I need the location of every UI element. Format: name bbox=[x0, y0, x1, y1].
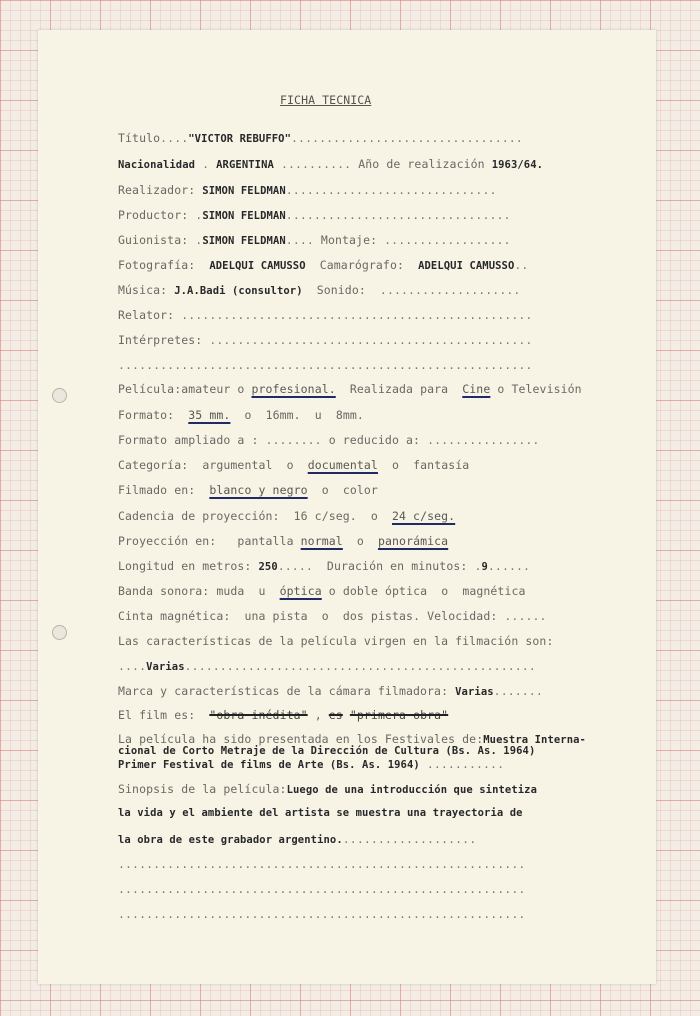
duracion-label: Duración en minutos: bbox=[326, 559, 468, 573]
sonido-label: Sonido: bbox=[316, 283, 366, 297]
festivales-line-3: Primer Festival de films de Arte (Bs. As. 1964) bbox=[118, 759, 420, 771]
marca-value: Varias bbox=[455, 686, 494, 698]
or-word-u: u bbox=[314, 408, 322, 422]
year-label: Año de realización bbox=[358, 157, 485, 171]
festivales-label: La película ha sido presentada en los Festivales de: bbox=[118, 732, 484, 746]
or-word-u: u bbox=[258, 584, 266, 598]
festivales-line-2: cional de Corto Metraje de la Dirección de Cultura (Bs. As. 1964) bbox=[118, 745, 536, 757]
titulo-row: Título...."VICTOR REBUFFO"................................. bbox=[118, 131, 523, 145]
cine-option: Cine bbox=[462, 382, 491, 396]
pelicula-row bbox=[118, 382, 582, 396]
reducido-label: o reducido a: bbox=[328, 433, 421, 447]
categoria-row bbox=[118, 458, 469, 472]
interpretes-label: Intérpretes: bbox=[118, 333, 203, 347]
sinopsis-label: Sinopsis de la película: bbox=[118, 782, 287, 796]
nacionalidad-value: ARGENTINA bbox=[216, 159, 274, 171]
magnetica-option: magnética bbox=[462, 584, 526, 598]
sinopsis-blank-line-2: .......................................................... bbox=[118, 882, 526, 896]
or-word: o bbox=[497, 382, 505, 396]
or-word: o bbox=[370, 509, 378, 523]
musica-value: J.A.Badi (consultor) bbox=[174, 285, 303, 297]
banda-row bbox=[118, 584, 526, 598]
color-option: color bbox=[342, 483, 378, 497]
16-cseg-option: 16 c/seg. bbox=[293, 509, 357, 523]
sinopsis-row bbox=[118, 782, 537, 796]
es-prefix: es bbox=[328, 708, 343, 722]
page-title: FICHA TECNICA bbox=[280, 93, 372, 107]
documental-option: documental bbox=[307, 458, 378, 472]
filmado-label: Filmado en: bbox=[118, 483, 196, 497]
filmado-row bbox=[118, 483, 378, 497]
formato-row bbox=[118, 408, 364, 422]
cadencia-label: Cadencia de proyección: bbox=[118, 509, 280, 523]
marca-row: Marca y características de la cámara filmadora: Varias....... bbox=[118, 684, 543, 698]
festivales-line-3-row: Primer Festival de films de Arte (Bs. As. 1964) ........... bbox=[118, 757, 505, 771]
35mm-option: 35 mm. bbox=[188, 408, 231, 422]
or-word: o bbox=[286, 458, 294, 472]
doble-option: o doble bbox=[328, 584, 378, 598]
caracteristicas-value: Varias bbox=[146, 661, 185, 673]
banda-label: Banda sonora: bbox=[118, 584, 210, 598]
proyeccion-label: Proyección en: bbox=[118, 534, 217, 548]
panoramica-option: panorámica bbox=[377, 534, 449, 548]
guionista-value: SIMON FELDMAN bbox=[202, 235, 286, 247]
sinopsis-line-3: la obra de este grabador argentino. bbox=[118, 834, 343, 846]
or-word: o bbox=[244, 408, 252, 422]
separator-comma: , bbox=[314, 708, 322, 722]
formato-ampliado-label: Formato ampliado a : bbox=[118, 433, 259, 447]
realizador-value: SIMON FELDMAN bbox=[202, 185, 286, 197]
normal-option: normal bbox=[300, 534, 343, 548]
caracteristicas-row bbox=[118, 634, 553, 648]
or-word: o bbox=[356, 534, 364, 548]
guionista-row: Guionista: .SIMON FELDMAN.... Montaje: .................. bbox=[118, 233, 511, 247]
interpretes-row: Intérpretes: .............................................. bbox=[118, 333, 533, 347]
16mm-option: 16mm. bbox=[265, 408, 301, 422]
caracteristicas-value-row: ....Varias.................................................. bbox=[118, 659, 536, 673]
una-pista-option: una pista bbox=[244, 609, 308, 623]
camarografo-value: ADELQUI CAMUSSO bbox=[418, 260, 515, 272]
relator-row: Relator: .................................................. bbox=[118, 308, 533, 322]
24-cseg-option: 24 c/seg. bbox=[391, 509, 456, 523]
categoria-label: Categoría: bbox=[118, 458, 189, 472]
festivales-row bbox=[118, 732, 586, 746]
punch-hole-top bbox=[52, 388, 67, 403]
dos-pistas-option: dos pistas. bbox=[342, 609, 421, 623]
pelicula-label: Película: bbox=[118, 382, 182, 396]
blanco-y-negro-option: blanco y negro bbox=[209, 483, 308, 497]
profesional-option: profesional. bbox=[251, 382, 336, 396]
cadencia-row bbox=[118, 509, 455, 523]
obra-inedita-option: "obra inédita" bbox=[209, 708, 308, 722]
fotografia-value: ADELQUI CAMUSSO bbox=[209, 260, 306, 272]
velocidad-label: Velocidad: bbox=[427, 609, 498, 623]
or-word: o bbox=[392, 458, 400, 472]
muda-option: muda bbox=[216, 584, 245, 598]
titulo-label: Título bbox=[118, 131, 161, 145]
year-value: 1963/64. bbox=[491, 159, 544, 171]
8mm-option: 8mm. bbox=[335, 408, 364, 422]
longitud-value: 250 bbox=[258, 561, 278, 573]
or-word: o bbox=[441, 584, 449, 598]
caracteristicas-label: Las características de la película virgen en la filmación son: bbox=[118, 634, 554, 648]
sinopsis-line-1: Luego de una introducción que sintetiza bbox=[286, 784, 538, 796]
relator-label: Relator: bbox=[118, 308, 175, 322]
titulo-value: "VICTOR REBUFFO" bbox=[188, 133, 292, 145]
camarografo-label: Camarógrafo: bbox=[319, 258, 405, 272]
amateur-option: amateur bbox=[181, 382, 231, 396]
argumental-option: argumental bbox=[202, 458, 273, 472]
festivales-line-1: Muestra Interna- bbox=[483, 734, 586, 746]
guionista-label: Guionista: bbox=[118, 233, 189, 247]
nacionalidad-label: Nacionalidad bbox=[118, 159, 196, 171]
longitud-label: Longitud en metros: bbox=[118, 559, 252, 573]
marca-label: Marca y características de la cámara filmadora: bbox=[118, 684, 449, 698]
montaje-label: Montaje: bbox=[320, 233, 378, 247]
sinopsis-line-3-row: la obra de este grabador argentino.................... bbox=[118, 832, 477, 846]
or-word: o bbox=[237, 382, 245, 396]
doble-optica-option: óptica bbox=[385, 584, 428, 598]
sinopsis-blank-line-1: .......................................................... bbox=[118, 857, 526, 871]
cinta-row: Cinta magnética: una pista o dos pistas. Velocidad: ...... bbox=[118, 609, 547, 623]
pantalla-word: pantalla bbox=[237, 534, 294, 548]
proyeccion-row bbox=[118, 534, 448, 548]
realizador-row: Realizador: SIMON FELDMAN.............................. bbox=[118, 183, 497, 197]
primera-obra-option: "primera obra" bbox=[349, 708, 449, 722]
film-es-row bbox=[118, 708, 448, 722]
fotografia-row: Fotografía: ADELQUI CAMUSSO Camarógrafo: ADELQUI CAMUSSO.. bbox=[118, 258, 529, 272]
realizador-label: Realizador: bbox=[118, 183, 196, 197]
duracion-value: 9 bbox=[481, 561, 488, 573]
fotografia-label: Fotografía: bbox=[118, 258, 196, 272]
sinopsis-blank-line-3: .......................................................... bbox=[118, 907, 526, 921]
productor-row: Productor: .SIMON FELDMAN................................ bbox=[118, 208, 511, 222]
realizada-label: Realizada para bbox=[349, 382, 449, 396]
formato-ampliado-row: Formato ampliado a : ........ o reducido a: ................ bbox=[118, 433, 540, 447]
film-es-label: El film es: bbox=[118, 708, 196, 722]
fantasia-option: fantasía bbox=[413, 458, 470, 472]
musica-row: Música: J.A.Badi (consultor) Sonido: .................... bbox=[118, 283, 521, 297]
musica-label: Música: bbox=[118, 283, 168, 297]
punch-hole-bottom bbox=[52, 625, 67, 640]
longitud-row: Longitud en metros: 250..... Duración en minutos: .9...... bbox=[118, 559, 531, 573]
nacionalidad-row: Nacionalidad . ARGENTINA .......... Año de realización 1963/64. bbox=[118, 157, 544, 171]
productor-label: Productor: bbox=[118, 208, 189, 222]
television-option: Televisión bbox=[511, 382, 582, 396]
formato-label: Formato: bbox=[118, 408, 175, 422]
or-word: o bbox=[321, 609, 329, 623]
productor-value: SIMON FELDMAN bbox=[202, 210, 286, 222]
sinopsis-line-2: la vida y el ambiente del artista se muestra una trayectoria de bbox=[118, 807, 523, 819]
cinta-label: Cinta magnética: bbox=[118, 609, 231, 623]
interpretes-blank-line: ........................................................... bbox=[118, 358, 533, 372]
or-word: o bbox=[321, 483, 329, 497]
optica-option: óptica bbox=[279, 584, 322, 598]
